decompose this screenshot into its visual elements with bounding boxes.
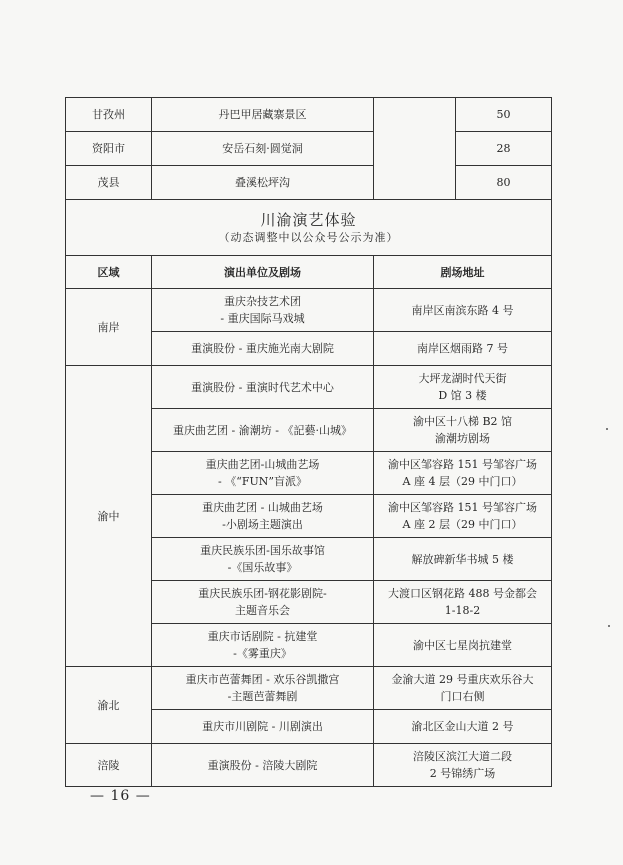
value-cell: 80 (456, 166, 552, 200)
cell-line: 重演股份 - 涪陵大剧院 (207, 758, 318, 772)
cell-line: 重庆杂技艺术团 (224, 295, 301, 308)
address-cell (374, 332, 552, 366)
region-cell: 茂县 (66, 166, 152, 200)
cell-line: 大渡口区钢花路 488 号金都会 (388, 587, 537, 600)
table-row (66, 289, 552, 332)
address-cell (374, 289, 552, 332)
section-title: 川渝演艺体验 (260, 210, 357, 229)
cell-line: 重庆市话剧院 - 抗建堂 (207, 630, 318, 643)
address-cell (374, 366, 552, 409)
address-cell (374, 409, 552, 452)
cell-line: 渝中区邹容路 151 号邹容广场 (388, 501, 537, 514)
cell-line: -《国乐故事》 (227, 561, 298, 574)
blank-cell (374, 98, 456, 200)
header-address: 剧场地址 (374, 256, 552, 289)
address-cell (374, 667, 552, 710)
cell-line: -主题芭蕾舞剧 (227, 690, 298, 703)
scan-speck (608, 625, 610, 627)
cell-line: - 重庆国际马戏城 (220, 312, 305, 325)
cell-line: -《雾重庆》 (233, 647, 292, 660)
table-row (66, 166, 552, 200)
table-row (66, 744, 552, 787)
address-cell (374, 710, 552, 744)
address-cell (374, 581, 552, 624)
venue-table (65, 97, 552, 787)
column-header-row (66, 256, 552, 289)
section-header (66, 200, 552, 256)
cell-line: 1-18-2 (444, 604, 481, 617)
table-row (66, 98, 552, 132)
cell-line: 重庆市川剧院 - 川剧演出 (202, 720, 323, 733)
cell-line: 主题音乐会 (235, 604, 290, 617)
show-cell (152, 289, 374, 332)
show-cell (152, 452, 374, 495)
cell-line: 重庆曲艺团-山城曲艺场 (205, 458, 320, 471)
cell-line: 金渝大道 29 号重庆欢乐谷大 (391, 673, 534, 686)
cell-line: 门口右侧 (440, 690, 485, 703)
cell-line: -小剧场主题演出 (222, 518, 303, 531)
cell-line: 南岸区烟雨路 7 号 (417, 342, 508, 355)
cell-line: 重庆民族乐团-钢花影剧院- (198, 587, 327, 600)
cell-line: 重庆曲艺团 - 渝潮坊 - 《記藝·山城》 (173, 423, 352, 437)
cell-line: A 座 4 层（29 中门口） (402, 475, 523, 488)
cell-line: - 《“FUN”盲派》 (218, 475, 307, 488)
show-cell (152, 581, 374, 624)
address-cell (374, 495, 552, 538)
show-cell (152, 744, 374, 787)
region-cell: 南岸 (66, 289, 152, 366)
address-cell (374, 624, 552, 667)
region-cell: 资阳市 (66, 132, 152, 166)
address-cell (374, 452, 552, 495)
cell-line: D 馆 3 楼 (438, 389, 487, 402)
show-cell (152, 495, 374, 538)
cell-line: 重演股份 - 重演时代艺术中心 (191, 380, 334, 394)
show-cell (152, 710, 374, 744)
header-region: 区域 (66, 256, 152, 289)
show-cell (152, 624, 374, 667)
cell-line: 重庆市芭蕾舞团 - 欢乐谷凯撒宫 (185, 673, 340, 686)
cell-line: 重庆曲艺团 - 山城曲艺场 (202, 501, 323, 514)
region-cell: 渝北 (66, 667, 152, 744)
cell-line: 渝中区十八梯 B2 馆 (412, 415, 513, 428)
show-cell (152, 538, 374, 581)
cell-line: 南岸区南滨东路 4 号 (411, 303, 514, 317)
site-cell: 丹巴甲居藏寨景区 (152, 98, 374, 132)
show-cell (152, 332, 374, 366)
header-show: 演出单位及剧场 (152, 256, 374, 289)
show-cell (152, 409, 374, 452)
cell-line: 重庆民族乐团-国乐故事馆 (200, 544, 325, 557)
scan-speck (606, 428, 608, 430)
show-cell (152, 667, 374, 710)
cell-line: 2 号锦绣广场 (429, 767, 496, 780)
show-cell (152, 366, 374, 409)
cell-line: 涪陵区滨江大道二段 (413, 750, 512, 763)
cell-line: 重演股份 - 重庆施光南大剧院 (191, 342, 334, 355)
value-cell: 50 (456, 98, 552, 132)
table-row (66, 667, 552, 710)
site-cell: 安岳石刻·圆觉洞 (152, 132, 374, 166)
region-cell: 渝中 (66, 366, 152, 667)
region-cell: 甘孜州 (66, 98, 152, 132)
page-number: — 16 — (90, 788, 151, 804)
cell-line: A 座 2 层（29 中门口） (402, 518, 523, 531)
cell-line: 渝北区金山大道 2 号 (411, 720, 514, 733)
section-header-row (66, 200, 552, 256)
cell-line: 解放碑新华书城 5 楼 (411, 552, 514, 566)
address-cell (374, 538, 552, 581)
cell-line: 渝潮坊剧场 (435, 432, 490, 445)
value-cell: 28 (456, 132, 552, 166)
cell-line: 大坪龙湖时代天街 (418, 372, 507, 385)
address-cell (374, 744, 552, 787)
region-cell: 涪陵 (66, 744, 152, 787)
site-cell: 叠溪松坪沟 (152, 166, 374, 200)
table-row (66, 366, 552, 409)
cell-line: 渝中区邹容路 151 号邹容广场 (388, 458, 537, 471)
table-row (66, 132, 552, 166)
cell-line: 渝中区七星岗抗建堂 (413, 638, 512, 652)
section-note: （动态调整中以公众号公示为准） (218, 230, 399, 244)
